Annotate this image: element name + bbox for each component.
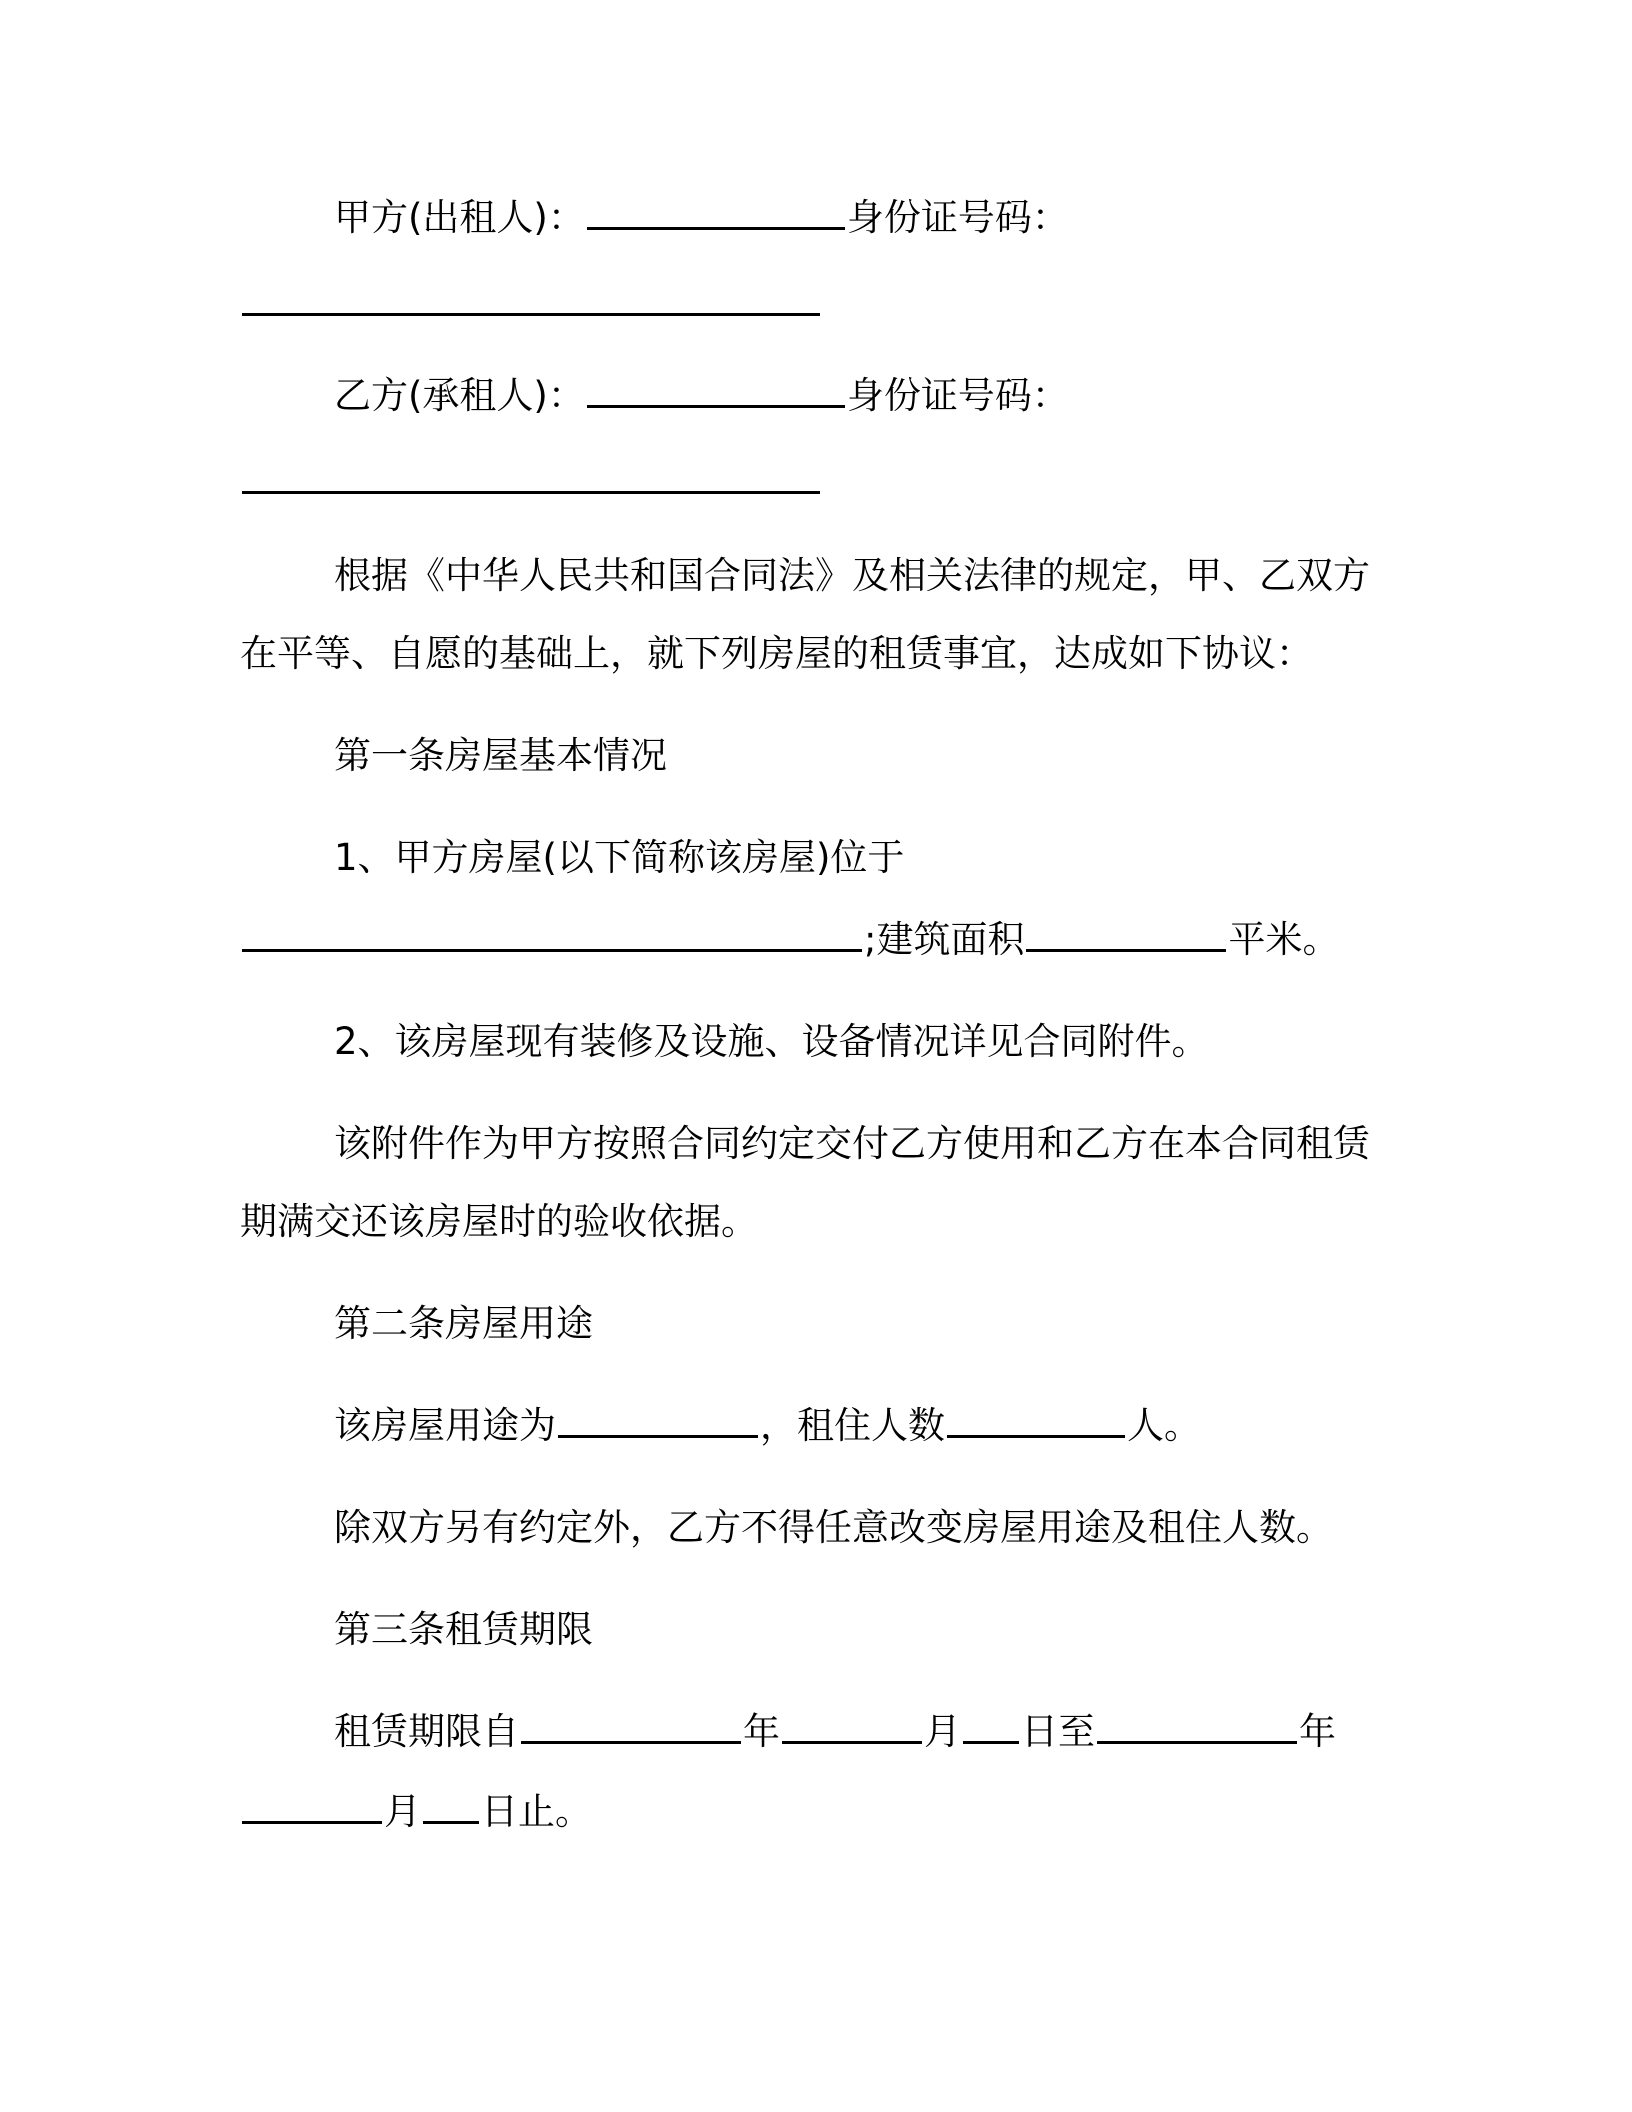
article-1-item-1: 1、甲方房屋(以下简称该房屋)位于 <box>334 836 905 879</box>
article-3-title: 第三条租赁期限 <box>334 1608 593 1651</box>
article-2-use-line <box>334 1404 1201 1448</box>
party-b-id-label: 身份证号码： <box>846 374 1069 417</box>
annex-line-1: 该附件作为甲方按照合同约定交付乙方使用和乙方在本合同租赁 <box>334 1122 1370 1165</box>
party-a-id-label: 身份证号码： <box>846 196 1069 239</box>
start-year-blank[interactable] <box>521 1711 741 1744</box>
article-1-title: 第一条房屋基本情况 <box>334 734 667 777</box>
party-b-label: 乙方(承租人)： <box>334 374 585 417</box>
occupants-unit: 人。 <box>1127 1404 1201 1447</box>
occupants-label: ，租住人数 <box>760 1404 945 1447</box>
party-b-name-blank[interactable] <box>587 375 845 408</box>
use-label: 该房屋用途为 <box>334 1404 556 1447</box>
start-month-label: 月 <box>924 1710 961 1753</box>
party-a-id-line <box>240 282 822 326</box>
term-prefix: 租赁期限自 <box>334 1710 519 1753</box>
area-blank[interactable] <box>1026 919 1226 952</box>
party-a-line <box>334 196 1069 240</box>
end-year-blank[interactable] <box>1097 1711 1297 1744</box>
article-2-restriction: 除双方另有约定外，乙方不得任意改变房屋用途及租住人数。 <box>334 1506 1333 1549</box>
area-label: ;建筑面积 <box>864 918 1025 961</box>
party-a-id-blank[interactable] <box>242 283 820 316</box>
party-a-label: 甲方(出租人)： <box>334 196 585 239</box>
party-b-id-blank[interactable] <box>242 461 820 494</box>
area-unit: 平米。 <box>1228 918 1340 961</box>
start-day-to-label: 日至 <box>1021 1710 1095 1753</box>
end-month-label: 月 <box>384 1790 421 1833</box>
article-1-item-1-continued <box>240 918 1339 962</box>
end-month-blank[interactable] <box>242 1791 382 1824</box>
preamble-line-2: 在平等、自愿的基础上，就下列房屋的租赁事宜，达成如下协议： <box>240 632 1313 675</box>
house-location-blank[interactable] <box>242 919 862 952</box>
party-b-id-line <box>240 460 822 504</box>
article-3-term-line-continued <box>240 1790 592 1834</box>
article-1-item-2: 2、该房屋现有装修及设施、设备情况详见合同附件。 <box>334 1020 1209 1063</box>
end-day-label: 日止。 <box>481 1790 592 1833</box>
article-3-term-line <box>334 1710 1336 1754</box>
use-blank[interactable] <box>558 1405 758 1438</box>
start-year-label: 年 <box>743 1710 780 1753</box>
party-a-name-blank[interactable] <box>587 197 845 230</box>
end-year-label: 年 <box>1299 1710 1336 1753</box>
occupants-blank[interactable] <box>947 1405 1125 1438</box>
preamble-line-1: 根据《中华人民共和国合同法》及相关法律的规定，甲、乙双方 <box>334 554 1370 597</box>
end-day-blank[interactable] <box>423 1791 479 1824</box>
start-day-blank[interactable] <box>963 1711 1019 1744</box>
party-b-line <box>334 374 1069 418</box>
article-2-title: 第二条房屋用途 <box>334 1302 593 1345</box>
annex-line-2: 期满交还该房屋时的验收依据。 <box>240 1200 758 1243</box>
start-month-blank[interactable] <box>782 1711 922 1744</box>
